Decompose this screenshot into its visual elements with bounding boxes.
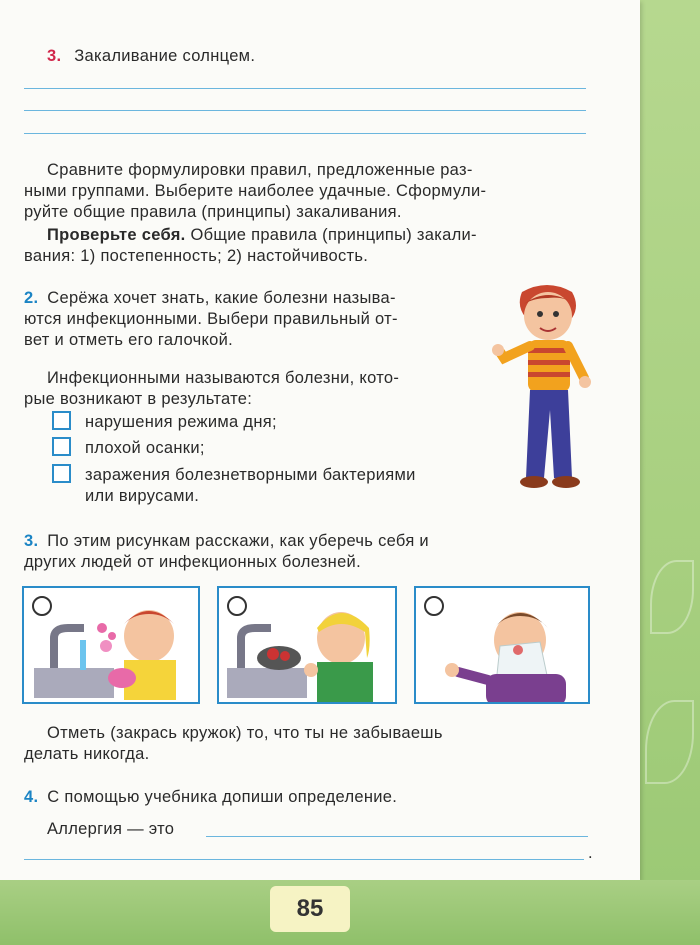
compare-line: Сравните формулировки правил, предложенные раз- <box>47 161 473 179</box>
checkbox-option-2[interactable] <box>52 437 71 456</box>
green-margin <box>640 0 700 945</box>
task3-text: По этим рисункам расскажи, как уберечь себя и <box>47 532 429 550</box>
answer-line[interactable] <box>24 88 586 89</box>
compare-line: ными группами. Выберите наиболее удачные. Сформули- <box>24 182 487 200</box>
answer-line[interactable] <box>24 133 586 134</box>
task4-number: 4. <box>24 788 39 806</box>
task2-text: Серёжа хочет знать, какие болезни называ- <box>47 289 396 307</box>
task2-line: ются инфекционными. Выбери правильный от- <box>24 310 398 328</box>
check-rest: Общие правила (принципы) закали- <box>185 226 477 244</box>
boy-illustration <box>492 282 602 492</box>
question-line: Инфекционными называются болезни, кото- <box>47 369 400 387</box>
option-label-line2: или вирусами. <box>85 487 200 505</box>
task3-line <box>24 531 429 552</box>
picture-sneezing <box>414 586 590 704</box>
task4-text: С помощью учебника допиши определение. <box>47 788 398 806</box>
check-yourself <box>47 225 477 246</box>
task2-number: 2. <box>24 289 39 307</box>
task3-number: 3. <box>24 532 39 550</box>
answer-line[interactable] <box>24 110 586 111</box>
option-label: нарушения режима дня; <box>85 413 277 431</box>
page-number: 85 <box>270 886 350 932</box>
check-line2: вания: 1) постепенность; 2) настойчивость. <box>24 247 369 265</box>
task3-after-line: делать никогда. <box>24 745 150 763</box>
question-line: рые возникают в результате: <box>24 390 253 408</box>
allergy-label: Аллергия — это <box>47 820 175 838</box>
option-label: заражения болезнетворными бактериями <box>85 466 416 484</box>
checkbox-option-3[interactable] <box>52 464 71 483</box>
item-number: 3. <box>47 47 62 65</box>
item-top <box>47 46 255 67</box>
picture-handwashing <box>22 586 200 704</box>
answer-circle-3[interactable] <box>424 596 444 616</box>
picture-washing-fruit <box>217 586 397 704</box>
answer-line[interactable] <box>206 836 588 837</box>
answer-line[interactable] <box>24 859 584 860</box>
task2-line <box>24 288 396 309</box>
checkbox-option-1[interactable] <box>52 411 71 430</box>
answer-circle-1[interactable] <box>32 596 52 616</box>
task4-line <box>24 787 397 808</box>
bottom-margin <box>0 880 700 945</box>
leaf-decoration <box>650 560 694 634</box>
check-bold: Проверьте себя. <box>47 226 186 244</box>
task3-after-line: Отметь (закрась кружок) то, что ты не забываешь <box>47 724 443 742</box>
task2-line: вет и отметь его галочкой. <box>24 331 234 349</box>
period: . <box>588 844 593 862</box>
answer-circle-2[interactable] <box>227 596 247 616</box>
option-label: плохой осанки; <box>85 439 205 457</box>
compare-line: руйте общие правила (принципы) закаливания. <box>24 203 402 221</box>
item-text: Закаливание солнцем. <box>74 47 256 65</box>
task3-line: других людей от инфекционных болезней. <box>24 553 361 571</box>
leaf-decoration <box>645 700 694 784</box>
